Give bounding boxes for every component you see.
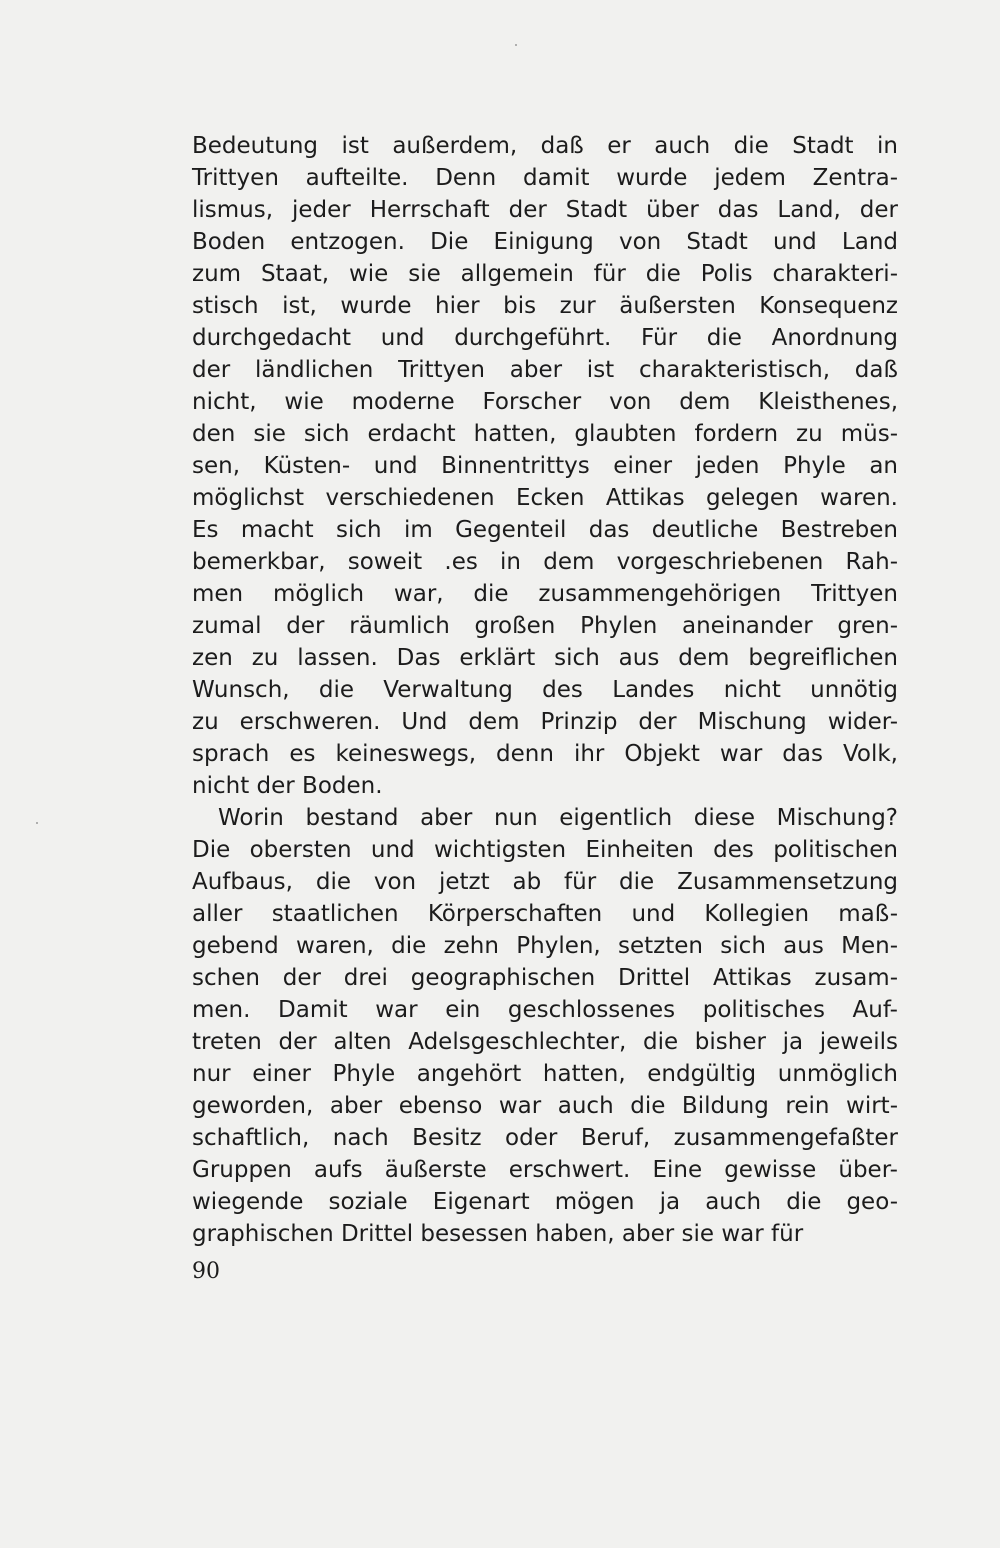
text-line: lismus, jeder Herrschaft der Stadt über das Land, der	[192, 197, 898, 223]
text-line: aller staatlichen Körperschaften und Kollegien maß-	[192, 901, 898, 927]
text-line: schen der drei geographischen Drittel Attikas zusam-	[192, 965, 898, 991]
text-line: bemerkbar, soweit .es in dem vorgeschriebenen Rah-	[192, 549, 898, 575]
text-line: Worin bestand aber nun eigentlich diese Mischung?	[218, 805, 898, 831]
text-line: zu erschweren. Und dem Prinzip der Mischung wider-	[192, 709, 898, 735]
text-line: den sie sich erdacht hatten, glaubten fordern zu müs-	[192, 421, 898, 447]
text-line: stisch ist, wurde hier bis zur äußersten Konsequenz	[192, 293, 898, 319]
text-line: Trittyen aufteilte. Denn damit wurde jedem Zentra-	[192, 165, 898, 191]
text-line: Bedeutung ist außerdem, daß er auch die Stadt in	[192, 133, 898, 159]
text-line: men möglich war, die zusammengehörigen Trittyen	[192, 581, 898, 607]
body-text	[192, 130, 898, 1250]
text-line: Es macht sich im Gegenteil das deutliche Bestreben	[192, 517, 898, 543]
text-line: gebend waren, die zehn Phylen, setzten sich aus Men-	[192, 933, 898, 959]
text-line: men. Damit war ein geschlossenes politisches Auf-	[192, 997, 898, 1023]
text-line: Boden entzogen. Die Einigung von Stadt und Land	[192, 229, 898, 255]
text-line: nicht der Boden.	[192, 773, 383, 799]
paper-speck	[36, 822, 38, 824]
paragraph-1	[192, 130, 898, 802]
text-line: Die obersten und wichtigsten Einheiten des politischen	[192, 837, 898, 863]
paper-speck	[515, 44, 517, 46]
text-line: möglichst verschiedenen Ecken Attikas gelegen waren.	[192, 485, 898, 511]
page-number: 90	[192, 1259, 220, 1284]
text-line: zen zu lassen. Das erklärt sich aus dem begreiflichen	[192, 645, 898, 671]
text-line: graphischen Drittel besessen haben, aber sie war für	[192, 1221, 804, 1247]
text-line: sprach es keineswegs, denn ihr Objekt war das Volk,	[192, 741, 898, 767]
text-line: wiegende soziale Eigenart mögen ja auch die geo-	[192, 1189, 898, 1215]
text-line: zumal der räumlich großen Phylen aneinander gren-	[192, 613, 898, 639]
text-line: schaftlich, nach Besitz oder Beruf, zusammengefaßter	[192, 1125, 898, 1151]
text-line: geworden, aber ebenso war auch die Bildung rein wirt-	[192, 1093, 898, 1119]
paragraph-2	[192, 802, 898, 1250]
text-line: treten der alten Adelsgeschlechter, die bisher ja jeweils	[192, 1029, 898, 1055]
text-line: durchgedacht und durchgeführt. Für die Anordnung	[192, 325, 898, 351]
text-line: Aufbaus, die von jetzt ab für die Zusammensetzung	[192, 869, 898, 895]
text-line: nicht, wie moderne Forscher von dem Kleisthenes,	[192, 389, 898, 415]
text-line: zum Staat, wie sie allgemein für die Polis charakteri-	[192, 261, 898, 287]
text-line: Gruppen aufs äußerste erschwert. Eine gewisse über-	[192, 1157, 898, 1183]
text-line: der ländlichen Trittyen aber ist charakteristisch, daß	[192, 357, 898, 383]
text-line: sen, Küsten- und Binnentrittys einer jeden Phyle an	[192, 453, 898, 479]
text-line: nur einer Phyle angehört hatten, endgültig unmöglich	[192, 1061, 898, 1087]
text-line: Wunsch, die Verwaltung des Landes nicht unnötig	[192, 677, 898, 703]
